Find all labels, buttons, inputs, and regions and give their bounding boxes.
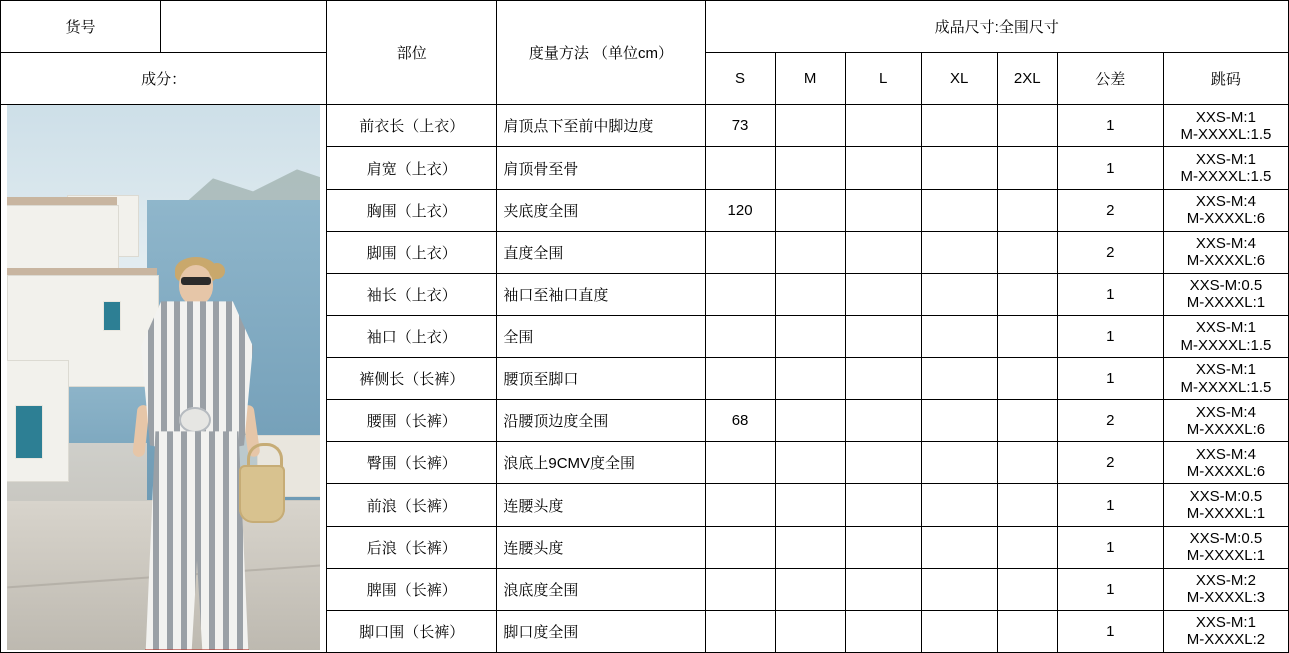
row-grading-line2: M-XXXXL:6	[1186, 252, 1266, 270]
row-size-l[interactable]	[845, 315, 921, 357]
row-tolerance: 2	[1057, 189, 1163, 231]
row-method: 直度全围	[497, 231, 705, 273]
row-size-xl[interactable]	[921, 400, 997, 442]
row-part: 脾围（长裤）	[327, 568, 497, 610]
row-grading-line2: M-XXXXL:6	[1186, 420, 1266, 438]
row-part: 后浪（长裤）	[327, 526, 497, 568]
row-size-s[interactable]: 68	[705, 400, 775, 442]
row-grading	[1163, 273, 1288, 315]
row-size-s[interactable]	[705, 358, 775, 400]
row-size-xl[interactable]	[921, 610, 997, 652]
tolerance-column-header: 公差	[1057, 53, 1163, 105]
row-part: 前浪（长裤）	[327, 484, 497, 526]
row-tolerance: 2	[1057, 231, 1163, 273]
row-method: 连腰头度	[497, 484, 705, 526]
row-grading	[1163, 189, 1288, 231]
row-part: 腰围（长裤）	[327, 400, 497, 442]
row-size-l[interactable]	[845, 610, 921, 652]
row-size-2xl[interactable]	[997, 358, 1057, 400]
row-size-xl[interactable]	[921, 442, 997, 484]
row-size-xl[interactable]	[921, 105, 997, 147]
row-size-s[interactable]: 73	[705, 105, 775, 147]
row-part: 袖口（上衣）	[327, 315, 497, 357]
row-method: 浪底上9CMV度全围	[497, 442, 705, 484]
row-grading-line2: M-XXXXL:1.5	[1180, 125, 1272, 143]
row-part: 臀围（长裤）	[327, 442, 497, 484]
size-header-m: M	[775, 53, 845, 105]
row-method: 夹底度全围	[497, 189, 705, 231]
row-part: 前衣长（上衣）	[327, 105, 497, 147]
row-grading-line1: XXS-M:0.5	[1189, 529, 1263, 547]
row-size-2xl[interactable]	[997, 105, 1057, 147]
row-size-s[interactable]	[705, 273, 775, 315]
row-grading-line2: M-XXXXL:2	[1186, 631, 1266, 649]
row-grading-line1: XXS-M:4	[1195, 235, 1256, 252]
finished-size-header: 成品尺寸:全围尺寸	[705, 1, 1288, 53]
row-size-l[interactable]	[845, 105, 921, 147]
row-grading-line2: M-XXXXL:1.5	[1180, 378, 1272, 396]
row-size-s[interactable]	[705, 442, 775, 484]
row-size-m[interactable]	[775, 400, 845, 442]
size-header-xl: XL	[921, 53, 997, 105]
row-tolerance: 1	[1057, 105, 1163, 147]
row-grading-line2: M-XXXXL:3	[1186, 589, 1266, 607]
grading-column-header: 跳码	[1163, 53, 1288, 105]
row-grading-line2: M-XXXXL:1.5	[1180, 336, 1272, 354]
row-grading-line1: XXS-M:1	[1195, 319, 1256, 337]
row-grading	[1163, 147, 1288, 189]
row-size-m[interactable]	[775, 231, 845, 273]
row-tolerance: 1	[1057, 484, 1163, 526]
style-no-label: 货号	[1, 1, 161, 53]
row-size-xl[interactable]	[921, 526, 997, 568]
row-grading-line2: M-XXXXL:1	[1186, 294, 1266, 312]
row-size-xl[interactable]	[921, 315, 997, 357]
row-size-2xl[interactable]	[997, 273, 1057, 315]
row-method: 肩顶骨至骨	[497, 147, 705, 189]
row-part: 脚围（上衣）	[327, 231, 497, 273]
row-grading	[1163, 231, 1288, 273]
product-photo-cell	[1, 105, 327, 653]
row-size-s[interactable]	[705, 147, 775, 189]
row-grading	[1163, 568, 1288, 610]
row-grading-line1: XXS-M:1	[1195, 108, 1256, 126]
style-no-value[interactable]	[161, 1, 327, 53]
row-grading-line1: XXS-M:1	[1195, 614, 1256, 632]
row-size-s[interactable]	[705, 568, 775, 610]
row-size-m[interactable]	[775, 442, 845, 484]
size-header-l: L	[845, 53, 921, 105]
row-tolerance: 1	[1057, 358, 1163, 400]
row-size-xl[interactable]	[921, 189, 997, 231]
row-size-l[interactable]	[845, 189, 921, 231]
row-size-2xl[interactable]	[997, 315, 1057, 357]
row-tolerance: 2	[1057, 442, 1163, 484]
row-size-xl[interactable]	[921, 568, 997, 610]
row-size-l[interactable]	[845, 526, 921, 568]
row-size-2xl[interactable]	[997, 484, 1057, 526]
row-grading-line1: XXS-M:2	[1195, 572, 1256, 589]
row-size-l[interactable]	[845, 231, 921, 273]
row-part: 裤侧长（长裤）	[327, 358, 497, 400]
row-method: 肩顶点下至前中脚边度	[497, 105, 705, 147]
row-size-m[interactable]	[775, 610, 845, 652]
row-size-m[interactable]	[775, 273, 845, 315]
row-tolerance: 1	[1057, 147, 1163, 189]
row-grading	[1163, 400, 1288, 442]
row-part: 肩宽（上衣）	[327, 147, 497, 189]
row-part: 袖长（上衣）	[327, 273, 497, 315]
row-size-m[interactable]	[775, 315, 845, 357]
row-size-xl[interactable]	[921, 147, 997, 189]
row-size-s[interactable]	[705, 610, 775, 652]
row-method: 浪底度全围	[497, 568, 705, 610]
row-size-l[interactable]	[845, 568, 921, 610]
row-size-m[interactable]	[775, 484, 845, 526]
row-tolerance: 1	[1057, 568, 1163, 610]
row-size-l[interactable]	[845, 484, 921, 526]
row-size-s[interactable]: 120	[705, 189, 775, 231]
row-part: 脚口围（长裤）	[327, 610, 497, 652]
row-size-xl[interactable]	[921, 358, 997, 400]
row-grading-line1: XXS-M:4	[1195, 403, 1256, 421]
row-tolerance: 1	[1057, 315, 1163, 357]
row-size-l[interactable]	[845, 358, 921, 400]
part-column-header: 部位	[327, 1, 497, 105]
row-size-s[interactable]	[705, 484, 775, 526]
row-grading-line1: XXS-M:0.5	[1189, 487, 1263, 505]
row-size-m[interactable]	[775, 105, 845, 147]
row-part: 胸围（上衣）	[327, 189, 497, 231]
row-grading-line2: M-XXXXL:1.5	[1180, 168, 1272, 185]
row-size-s[interactable]	[705, 315, 775, 357]
row-size-2xl[interactable]	[997, 147, 1057, 189]
size-header-2xl: 2XL	[997, 53, 1057, 105]
product-photo-striped-jumpsuit	[7, 105, 320, 650]
row-grading	[1163, 442, 1288, 484]
row-size-m[interactable]	[775, 189, 845, 231]
row-grading-line1: XXS-M:1	[1195, 361, 1256, 379]
row-size-m[interactable]	[775, 358, 845, 400]
size-header-s: S	[705, 53, 775, 105]
row-size-m[interactable]	[775, 568, 845, 610]
row-size-s[interactable]	[705, 231, 775, 273]
row-size-2xl[interactable]	[997, 231, 1057, 273]
row-size-2xl[interactable]	[997, 610, 1057, 652]
row-method: 袖口至袖口直度	[497, 273, 705, 315]
row-grading-line2: M-XXXXL:1	[1186, 547, 1266, 565]
row-size-2xl[interactable]	[997, 189, 1057, 231]
row-method: 连腰头度	[497, 526, 705, 568]
table-header-row-1	[1, 1, 1289, 53]
row-grading	[1163, 315, 1288, 357]
composition-label: 成分：	[1, 53, 327, 105]
row-method: 沿腰顶边度全围	[497, 400, 705, 442]
row-size-2xl[interactable]	[997, 400, 1057, 442]
row-grading	[1163, 610, 1288, 652]
row-size-2xl[interactable]	[997, 568, 1057, 610]
row-tolerance: 1	[1057, 610, 1163, 652]
row-grading-line1: XXS-M:0.5	[1189, 277, 1263, 295]
row-method: 全围	[497, 315, 705, 357]
row-size-xl[interactable]	[921, 231, 997, 273]
row-size-s[interactable]	[705, 526, 775, 568]
row-size-2xl[interactable]	[997, 442, 1057, 484]
row-size-l[interactable]	[845, 147, 921, 189]
row-grading	[1163, 484, 1288, 526]
row-grading	[1163, 358, 1288, 400]
row-tolerance: 2	[1057, 400, 1163, 442]
row-size-xl[interactable]	[921, 484, 997, 526]
row-size-l[interactable]	[845, 400, 921, 442]
row-tolerance: 1	[1057, 273, 1163, 315]
row-size-l[interactable]	[845, 442, 921, 484]
row-method: 脚口度全围	[497, 610, 705, 652]
row-tolerance: 1	[1057, 526, 1163, 568]
table-row	[1, 105, 1289, 147]
row-grading-line1: XXS-M:4	[1195, 445, 1256, 463]
row-grading-line2: M-XXXXL:6	[1186, 462, 1266, 480]
row-grading	[1163, 105, 1288, 147]
row-size-l[interactable]	[845, 273, 921, 315]
row-size-2xl[interactable]	[997, 526, 1057, 568]
method-column-header: 度量方法 （单位cm）	[497, 1, 705, 105]
row-method: 腰顶至脚口	[497, 358, 705, 400]
row-size-xl[interactable]	[921, 273, 997, 315]
row-grading	[1163, 526, 1288, 568]
row-size-m[interactable]	[775, 526, 845, 568]
row-size-m[interactable]	[775, 147, 845, 189]
row-grading-line1: XXS-M:4	[1195, 192, 1256, 210]
row-grading-line2: M-XXXXL:1	[1186, 505, 1266, 522]
row-grading-line1: XXS-M:1	[1195, 150, 1256, 168]
row-grading-line2: M-XXXXL:6	[1186, 210, 1266, 228]
